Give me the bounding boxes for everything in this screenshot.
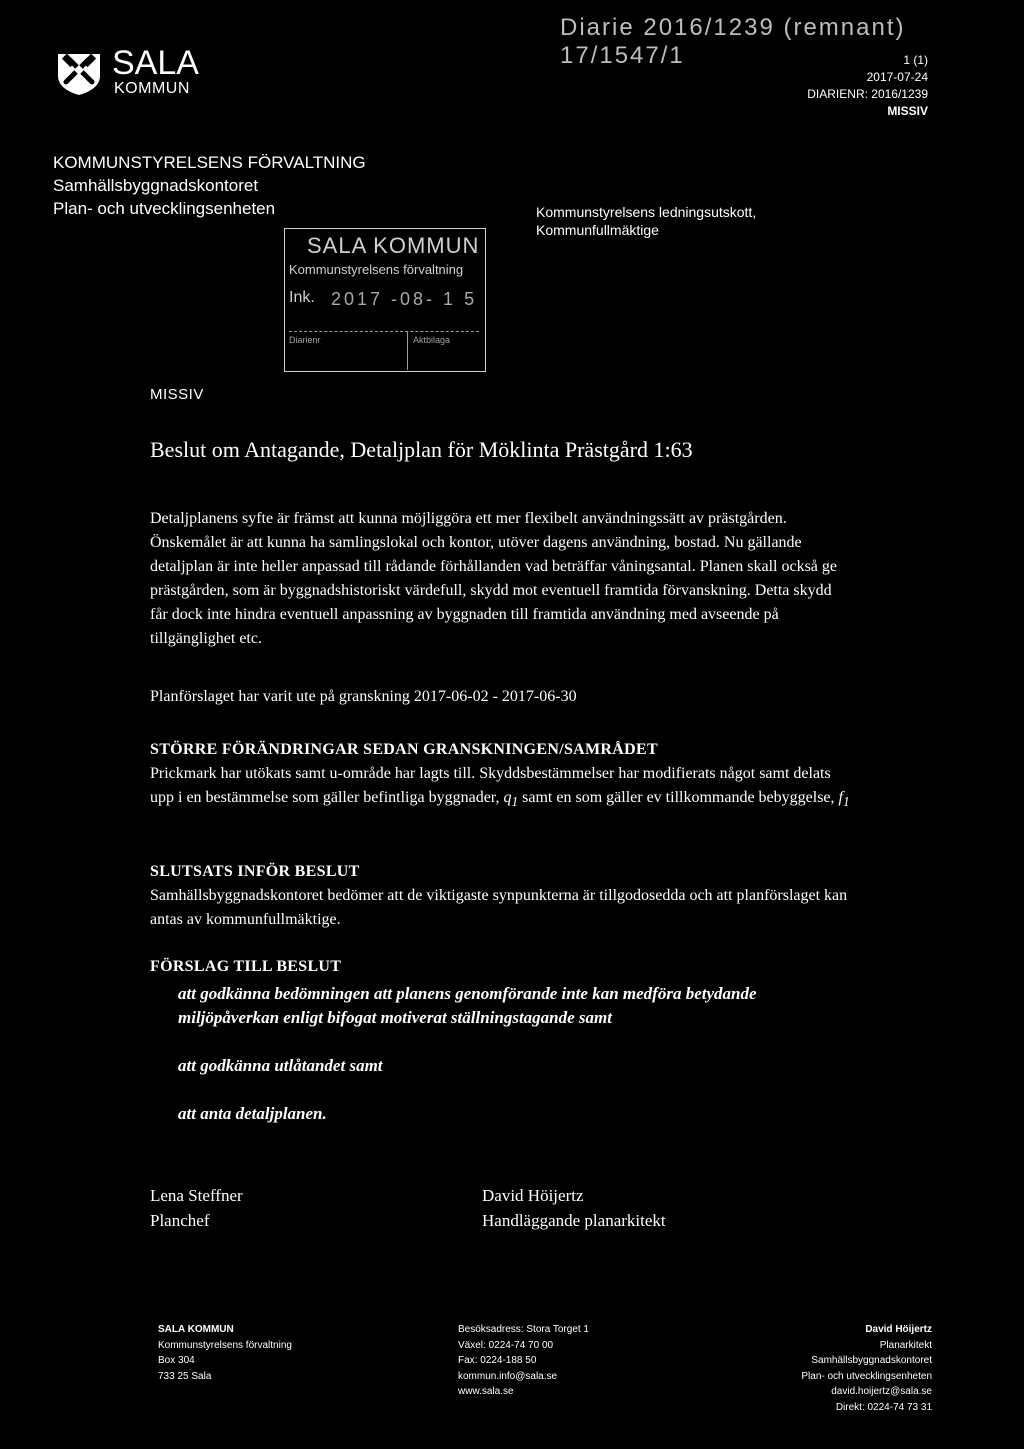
conclusion-section xyxy=(150,860,850,932)
stamp-administration: Kommunstyrelsens förvaltning xyxy=(289,262,464,277)
purpose-paragraph: Detaljplanens syfte är främst att kunna möjliggöra ett mer flexibelt användningssätt av prästgården. Önskemålet är att kunna ha samlingslokal och kontor, utöver dagens användning, bostad. Nu gällande detaljplan är inte heller anpassad till rådande förhållanden vad beträffar våningsantal. Planen skall också ge prästgården, som är byggnadshistoriskt värdefull, skydd mot eventuell framtida förvanskning. Detta skydd får dock inte hindra eventuell anpassning av byggnaden till framtida användning med avseende på tillgänglighet etc. xyxy=(150,510,837,647)
footer-contact xyxy=(458,1322,589,1400)
footer-box: Box 304 xyxy=(158,1355,195,1366)
signature-left xyxy=(150,1183,243,1233)
signer-name: Lena Steffner xyxy=(150,1186,243,1205)
proposal-heading: FÖRSLAG TILL BESLUT xyxy=(150,958,342,975)
stamp-organization: SALA KOMMUN xyxy=(307,233,480,258)
page-number: 1 (1) xyxy=(903,53,928,67)
footer-handler xyxy=(801,1322,932,1415)
sala-kommun-logo xyxy=(54,44,204,98)
sender-block xyxy=(53,151,366,220)
footer-visit-address: Besöksadress: Stora Torget 1 xyxy=(458,1324,589,1335)
signer-role: Planchef xyxy=(150,1211,210,1230)
conclusion-heading: SLUTSATS INFÖR BESLUT xyxy=(150,863,360,880)
footer-website[interactable]: www.sala.se xyxy=(458,1386,514,1397)
stamp-attachment-label: Aktbilaga xyxy=(413,335,451,345)
footer-handler-title: Planarkitekt xyxy=(879,1339,932,1351)
stamp-received-label: Ink. xyxy=(289,289,315,306)
review-period: Planförslaget har varit ute på granskning 2017-06-02 - 2017-06-30 xyxy=(150,688,577,705)
document-meta xyxy=(807,52,928,120)
stamp-received-date: 2017 -08- 1 5 xyxy=(331,289,478,309)
signer-role: Handläggande planarkitekt xyxy=(482,1211,666,1230)
stamp-divider-line xyxy=(289,331,479,332)
diary-number: DIARIENR: 2016/1239 xyxy=(807,87,928,101)
sender-administration: KOMMUNSTYRELSENS FÖRVALTNING xyxy=(53,153,366,172)
stamp-diary-label: Diarienr xyxy=(289,335,321,345)
recipients-block xyxy=(536,203,756,239)
changes-heading: STÖRRE FÖRÄNDRINGAR SEDAN GRANSKNINGEN/SAMRÅDET xyxy=(150,741,658,758)
recipient-2: Kommunfullmäktige xyxy=(536,222,659,238)
footer-org-name: SALA KOMMUN xyxy=(158,1324,234,1335)
proposal-items xyxy=(178,982,858,1126)
changes-text-part-a: Prickmark har utökats samt u-område har lagts till. Skyddsbestämmelser har modifierats något samt delats upp i en bestämmelse som gäller befintliga byggnader, xyxy=(150,765,831,806)
document-date: 2017-07-24 xyxy=(866,70,928,84)
footer-fax: Fax: 0224-188 50 xyxy=(458,1355,537,1366)
footer-handler-direct: Direkt: 0224-74 73 31 xyxy=(835,1401,932,1413)
sender-unit: Plan- och utvecklingsenheten xyxy=(53,199,276,218)
code-q: q xyxy=(503,789,512,806)
signature-right xyxy=(482,1183,666,1233)
missiv-label: MISSIV xyxy=(150,386,204,403)
receipt-stamp xyxy=(284,228,486,372)
logo-subtitle: KOMMUN xyxy=(114,80,190,97)
proposal-item: att godkänna utlåtandet samt xyxy=(178,1056,383,1075)
proposal-item: att anta detaljplanen. xyxy=(178,1104,327,1123)
code-f-sub: 1 xyxy=(842,794,850,810)
footer-handler-office: Samhällsbyggnadskontoret xyxy=(811,1355,932,1366)
changes-text xyxy=(150,762,850,814)
document-type: MISSIV xyxy=(887,104,928,118)
signer-name: David Höijertz xyxy=(482,1186,584,1205)
diary-stamp-top: Diarie 2016/1239 (remnant) 17/1547/1 xyxy=(560,14,906,69)
sender-office: Samhällsbyggnadskontoret xyxy=(53,176,259,195)
footer-org-unit: Kommunstyrelsens förvaltning xyxy=(158,1339,292,1351)
crossed-hammers-icon xyxy=(54,48,104,96)
footer-postal: 733 25 Sala xyxy=(158,1370,212,1382)
footer-phone: Växel: 0224-74 70 00 xyxy=(458,1339,554,1351)
changes-section xyxy=(150,738,850,814)
changes-text-part-b: samt en som gäller ev tillkommande bebyggelse, xyxy=(522,789,835,806)
code-q-sub: 1 xyxy=(511,794,519,810)
conclusion-text: Samhällsbyggnadskontoret bedömer att de viktigaste synpunkterna är tillgodosedda och att planförslaget kan antas av kommunfullmäktige. xyxy=(150,887,848,928)
code-f: f xyxy=(838,789,843,806)
recipient-1: Kommunstyrelsens ledningsutskott, xyxy=(536,204,757,220)
logo-wordmark: SALA xyxy=(112,44,199,82)
document-title: Beslut om Antagande, Detaljplan för Möklinta Prästgård 1:63 xyxy=(150,437,693,462)
footer-handler-email[interactable]: david.hoijertz@sala.se xyxy=(831,1386,932,1397)
footer-handler-name: David Höijertz xyxy=(865,1324,932,1335)
footer-handler-unit: Plan- och utvecklingsenheten xyxy=(801,1370,932,1382)
stamp-column-divider xyxy=(407,332,408,370)
footer-organization xyxy=(158,1322,292,1384)
footer-email[interactable]: kommun.info@sala.se xyxy=(458,1370,558,1382)
proposal-item: att godkänna bedömningen att planens genomförande inte kan medföra betydande miljöpåverkan enligt bifogat motiverat ställningstagande samt xyxy=(178,984,757,1027)
